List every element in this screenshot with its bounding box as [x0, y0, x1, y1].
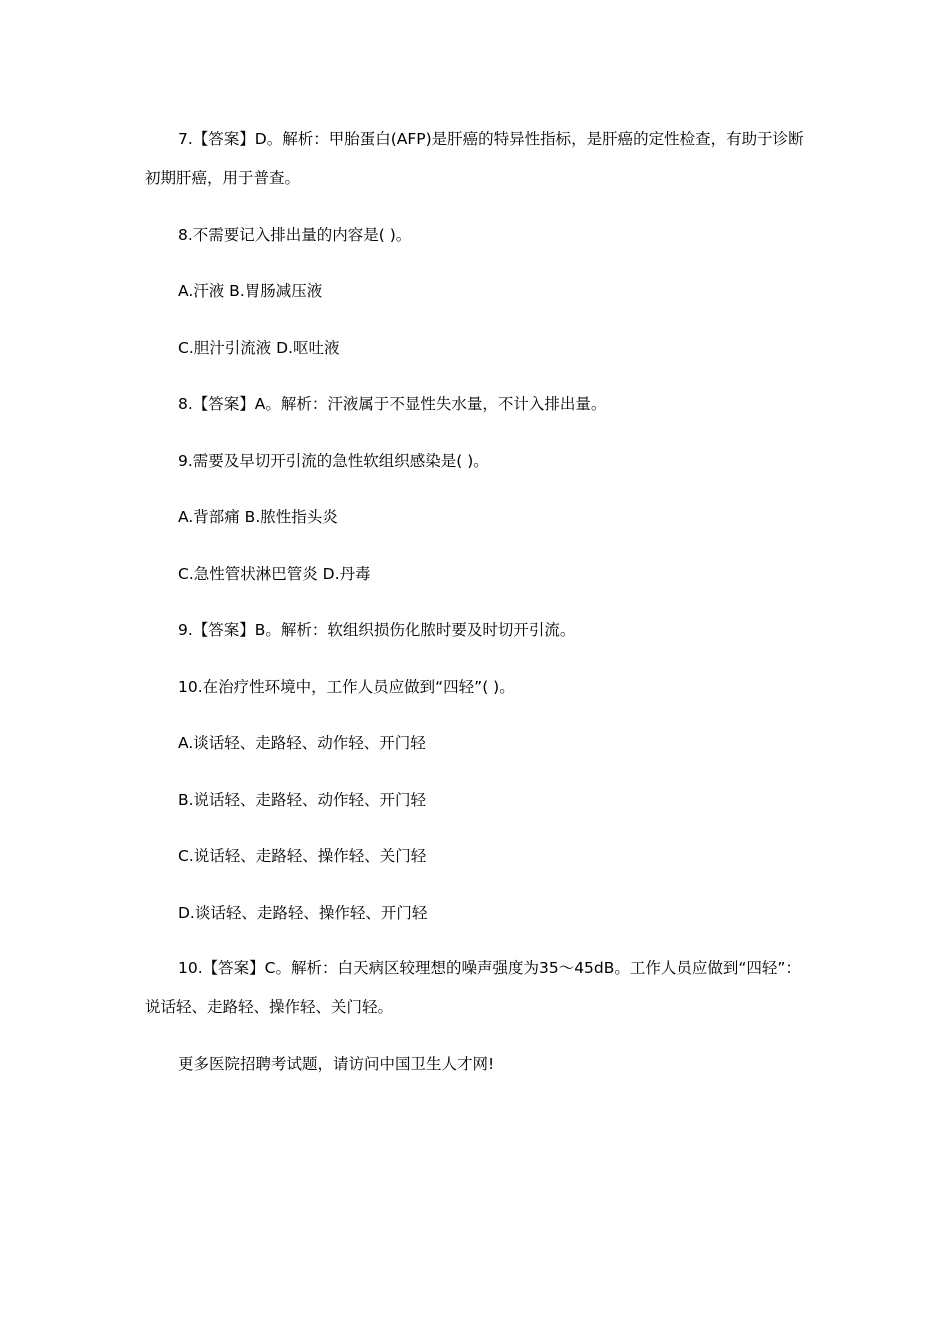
question-10-option-b: B.说话轻、走路轻、动作轻、开门轻	[178, 790, 427, 809]
question-8-options-cd: C.胆汁引流液 D.呕吐液	[178, 338, 340, 357]
answer-8-explanation: 8.【答案】A。解析：汗液属于不显性失水量，不计入排出量。	[178, 395, 607, 413]
question-9-options-cd: C.急性管状淋巴管炎 D.丹毒	[178, 564, 371, 583]
question-8: 8.不需要记入排出量的内容是( )。	[178, 225, 412, 244]
question-10: 10.在治疗性环境中，工作人员应做到“四轻”( )。	[178, 677, 515, 696]
question-8-options-ab: A.汗液 B.胃肠减压液	[178, 282, 323, 300]
question-10-option-d: D.谈话轻、走路轻、操作轻、开门轻	[178, 903, 428, 922]
document-body	[145, 120, 810, 1100]
question-10-option-c: C.说话轻、走路轻、操作轻、关门轻	[178, 847, 427, 865]
question-9: 9.需要及早切开引流的急性软组织感染是( )。	[178, 451, 489, 470]
question-10-option-a: A.谈话轻、走路轻、动作轻、开门轻	[178, 734, 426, 752]
promo-footer-text: 更多医院招聘考试题，请访问中国卫生人才网!	[178, 1054, 495, 1073]
question-9-options-ab: A.背部痛 B.脓性指头炎	[178, 508, 338, 526]
answer-9-explanation: 9.【答案】B。解析：软组织损伤化脓时要及时切开引流。	[178, 621, 576, 639]
answer-10-explanation: 10.【答案】C。解析：白天病区较理想的噪声强度为35～45dB。工作人员应做到“四轻”：说话轻、走路轻、操作轻、关门轻。	[145, 959, 801, 1016]
answer-7-explanation: 7.【答案】D。解析：甲胎蛋白(AFP)是肝癌的特异性指标，是肝癌的定性检查，有助于诊断初期肝癌，用于普查。	[145, 130, 804, 187]
